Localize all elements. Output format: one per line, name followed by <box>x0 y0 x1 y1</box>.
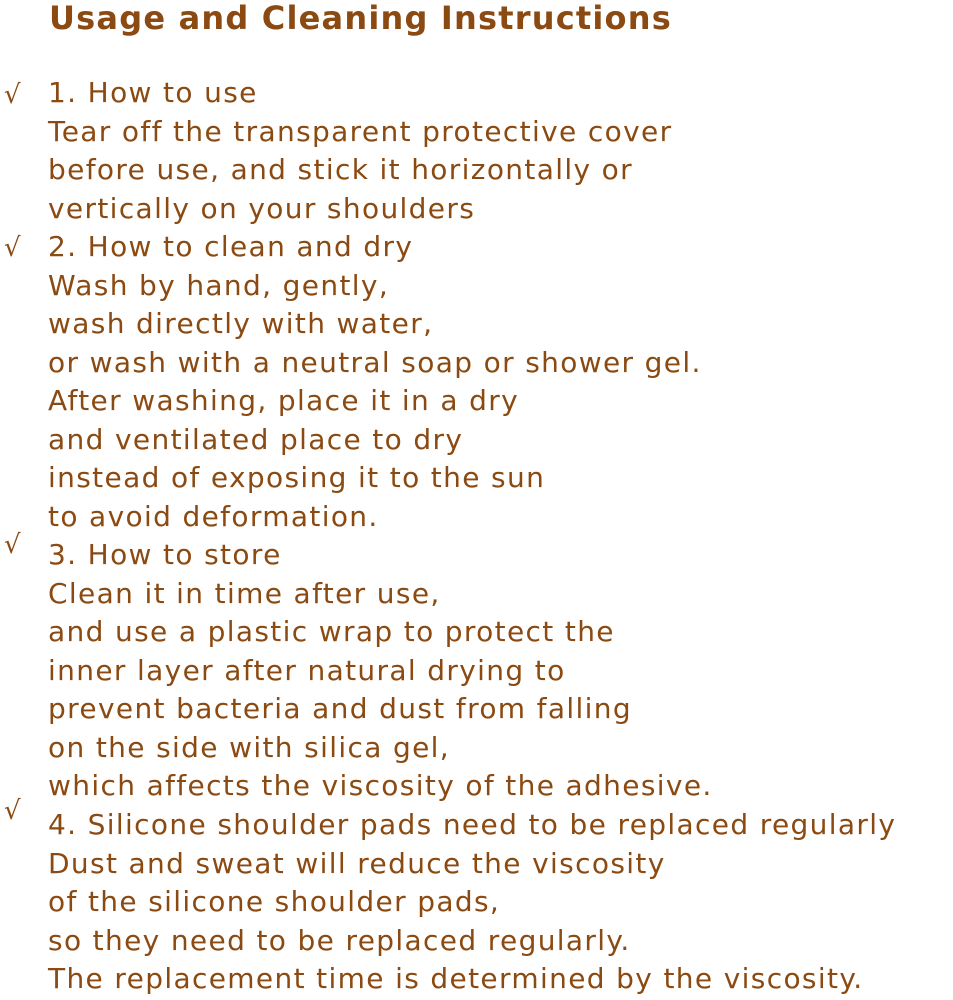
check-icon: √ <box>4 530 21 560</box>
body-line: After washing, place it in a dry <box>48 384 520 417</box>
body-line: on the side with silica gel, <box>48 731 451 764</box>
check-icon: √ <box>4 80 21 110</box>
body-line: Clean it in time after use, <box>48 577 441 610</box>
body-line: of the silicone shoulder pads, <box>48 885 501 918</box>
check-icon: √ <box>4 233 21 263</box>
body-line: and use a plastic wrap to protect the <box>48 615 615 648</box>
section-heading: 4. Silicone shoulder pads need to be replaced regularly <box>48 808 897 841</box>
check-icon: √ <box>4 796 21 826</box>
body-line: Tear off the transparent protective cover <box>48 115 673 148</box>
body-line: inner layer after natural drying to <box>48 654 566 687</box>
body-line: before use, and stick it horizontally or <box>48 153 634 186</box>
section-heading: 3. How to store <box>48 538 282 571</box>
body-line: to avoid deformation. <box>48 500 379 533</box>
section-heading: 2. How to clean and dry <box>48 230 414 263</box>
body-line: instead of exposing it to the sun <box>48 461 546 494</box>
body-line: prevent bacteria and dust from falling <box>48 692 632 725</box>
body-line: or wash with a neutral soap or shower gel. <box>48 346 702 379</box>
page-title: Usage and Cleaning Instructions <box>49 0 672 37</box>
body-line: The replacement time is determined by the viscosity. <box>48 962 864 995</box>
body-line: vertically on your shoulders <box>48 192 476 225</box>
body-line: and ventilated place to dry <box>48 423 464 456</box>
body-line: Wash by hand, gently, <box>48 269 390 302</box>
body-line: so they need to be replaced regularly. <box>48 924 631 957</box>
body-line: which affects the viscosity of the adhesive. <box>48 769 713 802</box>
body-line: Dust and sweat will reduce the viscosity <box>48 847 666 880</box>
body-line: wash directly with water, <box>48 307 434 340</box>
section-heading: 1. How to use <box>48 76 258 109</box>
